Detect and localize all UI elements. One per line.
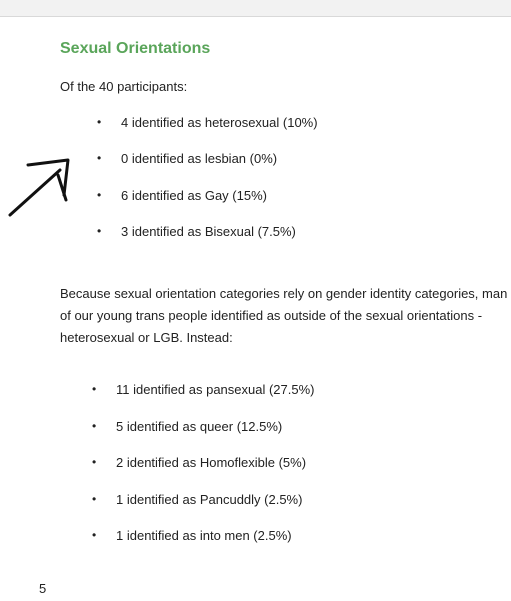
list-item-text: 4 identified as heterosexual (10%) <box>121 115 318 130</box>
section-heading: Sexual Orientations <box>60 40 211 57</box>
bullet-icon: • <box>92 491 97 506</box>
arrow-shaft <box>10 170 60 215</box>
bullet-icon: • <box>92 528 97 542</box>
bullet-icon: • <box>97 151 102 166</box>
list-item-text: 6 identified as Gay (15%) <box>121 187 267 203</box>
paragraph-line: of our young trans people identified as outside of the sexual orientations - <box>60 308 483 323</box>
page-number: 5 <box>39 581 47 596</box>
list-item-text: 3 identified as Bisexual (7.5%) <box>121 223 296 239</box>
list-item-text: 2 identified as Homoflexible (5%) <box>116 455 307 470</box>
list-item-text: 11 identified as pansexual (27.5%) <box>116 382 315 397</box>
bullet-icon: • <box>92 382 97 396</box>
intro-text: Of the 40 participants: <box>60 79 188 94</box>
bullet-icon: • <box>92 418 97 433</box>
bullet-icon: • <box>97 115 102 129</box>
bullet-icon: • <box>92 455 97 469</box>
list-item-text: 5 identified as queer (12.5%) <box>116 418 283 434</box>
list-item-text: 1 identified as into men (2.5%) <box>116 528 292 543</box>
bullet-icon: • <box>97 187 102 202</box>
list-item-text: 0 identified as lesbian (0%) <box>121 151 278 167</box>
list-item-text: 1 identified as Pancuddly (2.5%) <box>116 491 303 507</box>
document-page <box>0 16 511 601</box>
paragraph-line: Because sexual orientation categories rely on gender identity categories, man <box>60 286 508 301</box>
explanation-paragraph <box>60 283 511 349</box>
hand-drawn-arrow-icon <box>0 140 80 230</box>
paragraph-line: heterosexual or LGB. Instead: <box>60 330 233 345</box>
bullet-icon: • <box>97 223 102 238</box>
